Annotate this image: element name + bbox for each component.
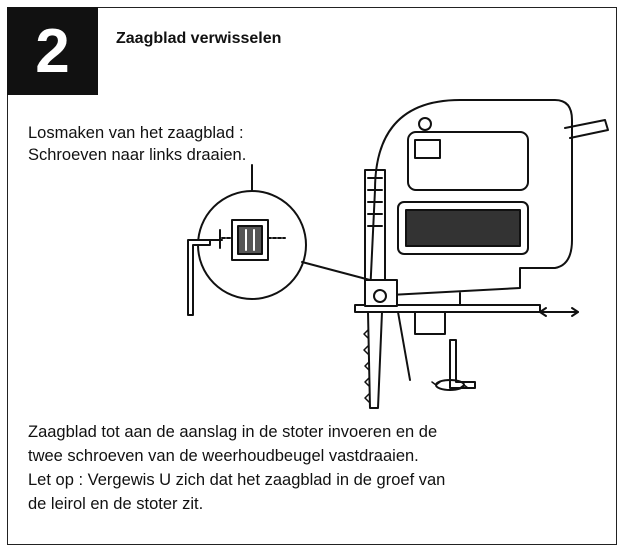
double-arrow-icon xyxy=(540,308,578,316)
saw-blade xyxy=(364,312,382,408)
step-number-badge xyxy=(7,7,98,95)
instruction-line-2: twee schroeven van de weerhoudbeugel vastdraaien. xyxy=(28,447,419,465)
instruction-text xyxy=(28,420,598,516)
instruction-line-1: Zaagblad tot aan de aanslag in de stoter invoeren en de xyxy=(28,423,438,441)
step-number: 2 xyxy=(35,16,70,86)
section-title: Zaagblad verwisselen xyxy=(116,30,282,47)
hex-key-icon xyxy=(188,240,222,315)
detail-magnifier-icon xyxy=(198,191,306,299)
connector-line xyxy=(302,262,370,280)
intro-line-1: Losmaken van het zaagblad : xyxy=(28,124,244,142)
pointer-line xyxy=(398,312,410,380)
intro-line-2: Schroeven naar links draaien. xyxy=(28,146,247,164)
jigsaw-body xyxy=(355,100,608,334)
instruction-line-3: Let op : Vergewis U zich dat het zaagblad in de groef van xyxy=(28,471,446,489)
jigsaw-illustration xyxy=(160,90,620,410)
instruction-line-4: de leirol en de stoter zit. xyxy=(28,495,204,513)
